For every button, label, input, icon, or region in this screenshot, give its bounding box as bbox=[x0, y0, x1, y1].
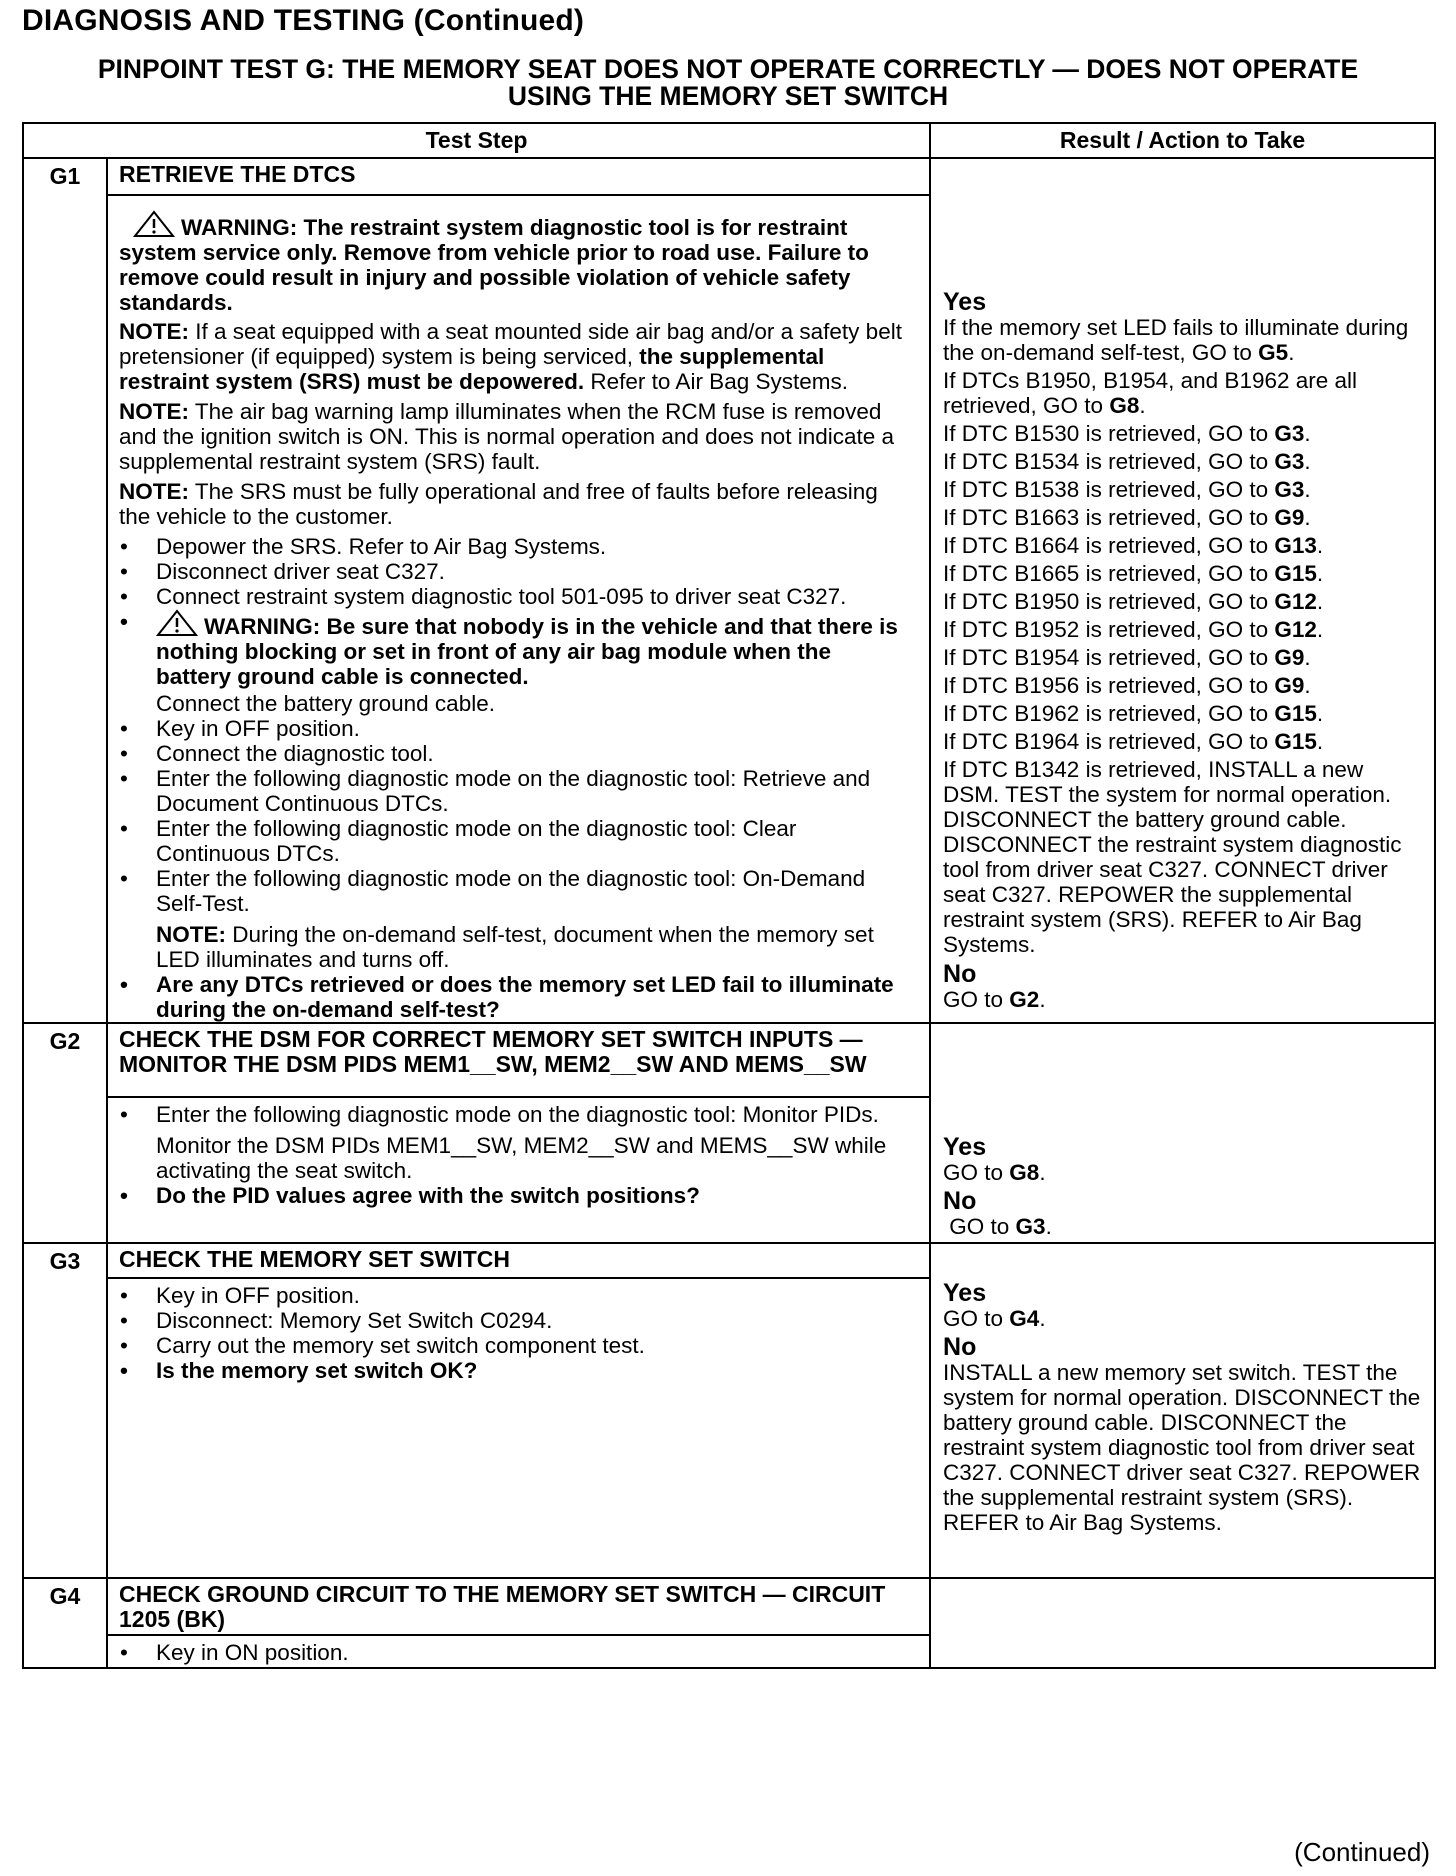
result-g1-dtc-row: If DTC B1954 is retrieved, GO to G9. bbox=[943, 645, 1311, 670]
g1-steps-b bbox=[119, 559, 911, 609]
g2-step-monitor-detail: Monitor the DSM PIDs MEM1__SW, MEM2__SW and MEMS__SW while activating the seat switch. bbox=[156, 1133, 887, 1184]
g1-step-key-off: • Key in OFF position. bbox=[119, 716, 911, 741]
g1-step-clear-dtcs: • Enter the following diagnostic mode on the diagnostic tool: Clear Continuous DTCs. bbox=[119, 816, 911, 866]
result-g2-yes-action: GO to G8. bbox=[943, 1160, 1046, 1185]
step-title-g4: CHECK GROUND CIRCUIT TO THE MEMORY SET SWITCH — CIRCUIT 1205 (BK) bbox=[107, 1578, 930, 1635]
step-g2-title-row bbox=[23, 1023, 1435, 1097]
g1-note-1: NOTE: If a seat equipped with a seat mounted side air bag and/or a safety belt pretensioner (if equipped) system is being serviced, the supplemental restraint system (SRS) must be depowered. Refer to Air Bag Systems. bbox=[119, 319, 902, 394]
g2-question: • Do the PID values agree with the switch positions? bbox=[119, 1183, 911, 1208]
g1-step-connect-diag: • Connect the diagnostic tool. bbox=[119, 741, 911, 766]
g3-question: • Is the memory set switch OK? bbox=[119, 1358, 911, 1383]
result-g1-dtc-row: If DTC B1664 is retrieved, GO to G13. bbox=[943, 533, 1324, 558]
pinpoint-test-title-line1: PINPOINT TEST G: THE MEMORY SEAT DOES NOT OPERATE CORRECTLY — DOES NOT OPERATE bbox=[97, 54, 1359, 84]
g3-steps bbox=[119, 1283, 911, 1383]
g1-steps-c bbox=[119, 609, 911, 916]
g1-step-battery: Connect the battery ground cable. bbox=[156, 691, 495, 716]
g4-step-key-on: • Key in ON position. bbox=[119, 1640, 911, 1665]
result-g1-no-action: GO to G2. bbox=[943, 987, 1046, 1012]
g3-step-disconnect: • Disconnect: Memory Set Switch C0294. bbox=[119, 1308, 911, 1333]
g1-step-disconnect: • Disconnect driver seat C327. bbox=[119, 559, 911, 584]
result-g1-dtc-row: If DTC B1530 is retrieved, GO to G3. bbox=[943, 421, 1311, 446]
pinpoint-test-table bbox=[22, 122, 1436, 1669]
result-g1-dtc-row: If DTC B1962 is retrieved, GO to G15. bbox=[943, 701, 1324, 726]
g1-note-3: NOTE: The SRS must be fully operational and free of faults before releasing the vehicle to the customer. bbox=[119, 479, 878, 529]
g1-question-list bbox=[119, 972, 911, 1022]
g1-step-retrieve-dtcs: • Enter the following diagnostic mode on the diagnostic tool: Retrieve and Document Continuous DTCs. bbox=[119, 766, 911, 816]
page-title: DIAGNOSIS AND TESTING (Continued) bbox=[22, 4, 585, 37]
result-g3 bbox=[930, 1243, 1435, 1578]
result-g2-no-action: GO to G3. bbox=[943, 1214, 1052, 1239]
g3-step-component-test: • Carry out the memory set switch component test. bbox=[119, 1333, 911, 1358]
result-g3-yes-action: GO to G4. bbox=[943, 1306, 1046, 1331]
g2-steps bbox=[119, 1102, 911, 1208]
g2-step-monitor: • Enter the following diagnostic mode on the diagnostic tool: Monitor PIDs. bbox=[119, 1102, 911, 1127]
g1-step-depower: • Depower the SRS. Refer to Air Bag Systems. bbox=[119, 534, 911, 559]
result-g1-dtc-row: If DTC B1534 is retrieved, GO to G3. bbox=[943, 449, 1311, 474]
result-g1-dtc-row: If DTC B1950 is retrieved, GO to G12. bbox=[943, 589, 1324, 614]
step-g3-title-row bbox=[23, 1243, 1435, 1278]
result-g2-no: No bbox=[943, 1187, 977, 1215]
step-g4-title-row bbox=[23, 1578, 1435, 1635]
result-g1-dtc-row: If DTC B1538 is retrieved, GO to G3. bbox=[943, 477, 1311, 502]
warning-triangle-icon bbox=[133, 210, 175, 238]
result-g1-dtc-row: If DTC B1964 is retrieved, GO to G15. bbox=[943, 729, 1324, 754]
result-g4 bbox=[930, 1578, 1435, 1668]
result-g1-dtc-row: If DTC B1663 is retrieved, GO to G9. bbox=[943, 505, 1311, 530]
warning-triangle-icon bbox=[156, 609, 198, 637]
step-body-g1 bbox=[107, 195, 930, 1023]
table-header-row bbox=[23, 123, 1435, 158]
result-g1 bbox=[930, 158, 1435, 1023]
result-g1-dtc-row: If DTC B1952 is retrieved, GO to G12. bbox=[943, 617, 1324, 642]
step-id-g3-filler bbox=[23, 1278, 107, 1578]
step-id-g2: G2 bbox=[23, 1023, 107, 1097]
result-g1-dtc-row: If DTC B1956 is retrieved, GO to G9. bbox=[943, 673, 1311, 698]
step-id-g2-filler bbox=[23, 1097, 107, 1243]
header-result-action: Result / Action to Take bbox=[930, 123, 1435, 158]
result-g1-no: No bbox=[943, 960, 977, 988]
step-title-g2: CHECK THE DSM FOR CORRECT MEMORY SET SWITCH INPUTS — MONITOR THE DSM PIDS MEM1__SW, MEM2__SW AND MEMS__SW bbox=[107, 1023, 930, 1097]
result-g3-no: No bbox=[943, 1333, 977, 1361]
continued-label: (Continued) bbox=[1294, 1837, 1430, 1867]
g4-steps bbox=[119, 1640, 911, 1665]
result-g1-led: If the memory set LED fails to illuminate during the on-demand self-test, GO to G5. bbox=[943, 315, 1409, 365]
result-g2-yes: Yes bbox=[943, 1133, 987, 1161]
g1-note-2: NOTE: The air bag warning lamp illuminates when the RCM fuse is removed and the ignition switch is ON. This is normal operation and does not indicate a supplemental restraint system (SRS) fault. bbox=[119, 399, 895, 474]
result-g1-multi-dtc: If DTCs B1950, B1954, and B1962 are all retrieved, GO to G8. bbox=[943, 368, 1358, 418]
pinpoint-test-title-line2: USING THE MEMORY SET SWITCH bbox=[507, 81, 949, 111]
result-g2 bbox=[930, 1023, 1435, 1243]
g1-warning-1: WARNING: The restraint system diagnostic tool is for restraint system service only. Remove from vehicle prior to road use. Failure to remove could result in injury and possible violation of vehicle safety standards. bbox=[119, 210, 911, 315]
g1-note-4: NOTE: During the on-demand self-test, document when the memory set LED illuminates and turns off. bbox=[156, 922, 874, 972]
g1-warning-2: • WARNING: Be sure that nobody is in the vehicle and that there is nothing blocking or set in front of any air bag module when the battery ground cable is connected. bbox=[119, 609, 911, 689]
result-g1-dtc-list bbox=[943, 421, 1424, 754]
step-id-g4: G4 bbox=[23, 1578, 107, 1635]
result-g1-dtc-row: If DTC B1665 is retrieved, GO to G15. bbox=[943, 561, 1324, 586]
result-g3-yes: Yes bbox=[943, 1279, 987, 1307]
step-id-g1: G1 bbox=[23, 158, 107, 195]
g3-step-key-off: • Key in OFF position. bbox=[119, 1283, 911, 1308]
step-body-g2 bbox=[107, 1097, 930, 1243]
step-title-g3: CHECK THE MEMORY SET SWITCH bbox=[107, 1243, 930, 1278]
g1-step-self-test: • Enter the following diagnostic mode on the diagnostic tool: On-Demand Self-Test. bbox=[119, 866, 911, 916]
result-g1-yes: Yes bbox=[943, 288, 987, 316]
g1-steps-a bbox=[119, 534, 911, 559]
step-title-g1: RETRIEVE THE DTCS bbox=[107, 158, 930, 195]
g1-question: • Are any DTCs retrieved or does the memory set LED fail to illuminate during the on-demand self-test? bbox=[119, 972, 911, 1022]
step-body-g4 bbox=[107, 1635, 930, 1668]
header-test-step: Test Step bbox=[23, 123, 930, 158]
g1-step-connect-tool: • Connect restraint system diagnostic tool 501-095 to driver seat C327. bbox=[119, 584, 911, 609]
step-id-g3: G3 bbox=[23, 1243, 107, 1278]
step-g1-title-row bbox=[23, 158, 1435, 195]
step-body-g3 bbox=[107, 1278, 930, 1578]
result-g3-no-action: INSTALL a new memory set switch. TEST the system for normal operation. DISCONNECT the battery ground cable. DISCONNECT the restraint system diagnostic tool from driver seat C327. CONNECT driver seat C327. REPOWER the supplemental restraint system (SRS). REFER to Air Bag Systems. bbox=[943, 1360, 1421, 1535]
result-g1-b1342: If DTC B1342 is retrieved, INSTALL a new DSM. TEST the system for normal operation. DISCONNECT the battery ground cable. DISCONNECT the restraint system diagnostic tool from driver seat C327. CONNECT driver seat C327. REPOWER the supplemental restraint system (SRS). REFER to Air Bag Systems. bbox=[943, 757, 1402, 957]
step-id-g1-filler bbox=[23, 195, 107, 1023]
step-id-g4-filler bbox=[23, 1635, 107, 1668]
pinpoint-test-title bbox=[22, 56, 1434, 110]
